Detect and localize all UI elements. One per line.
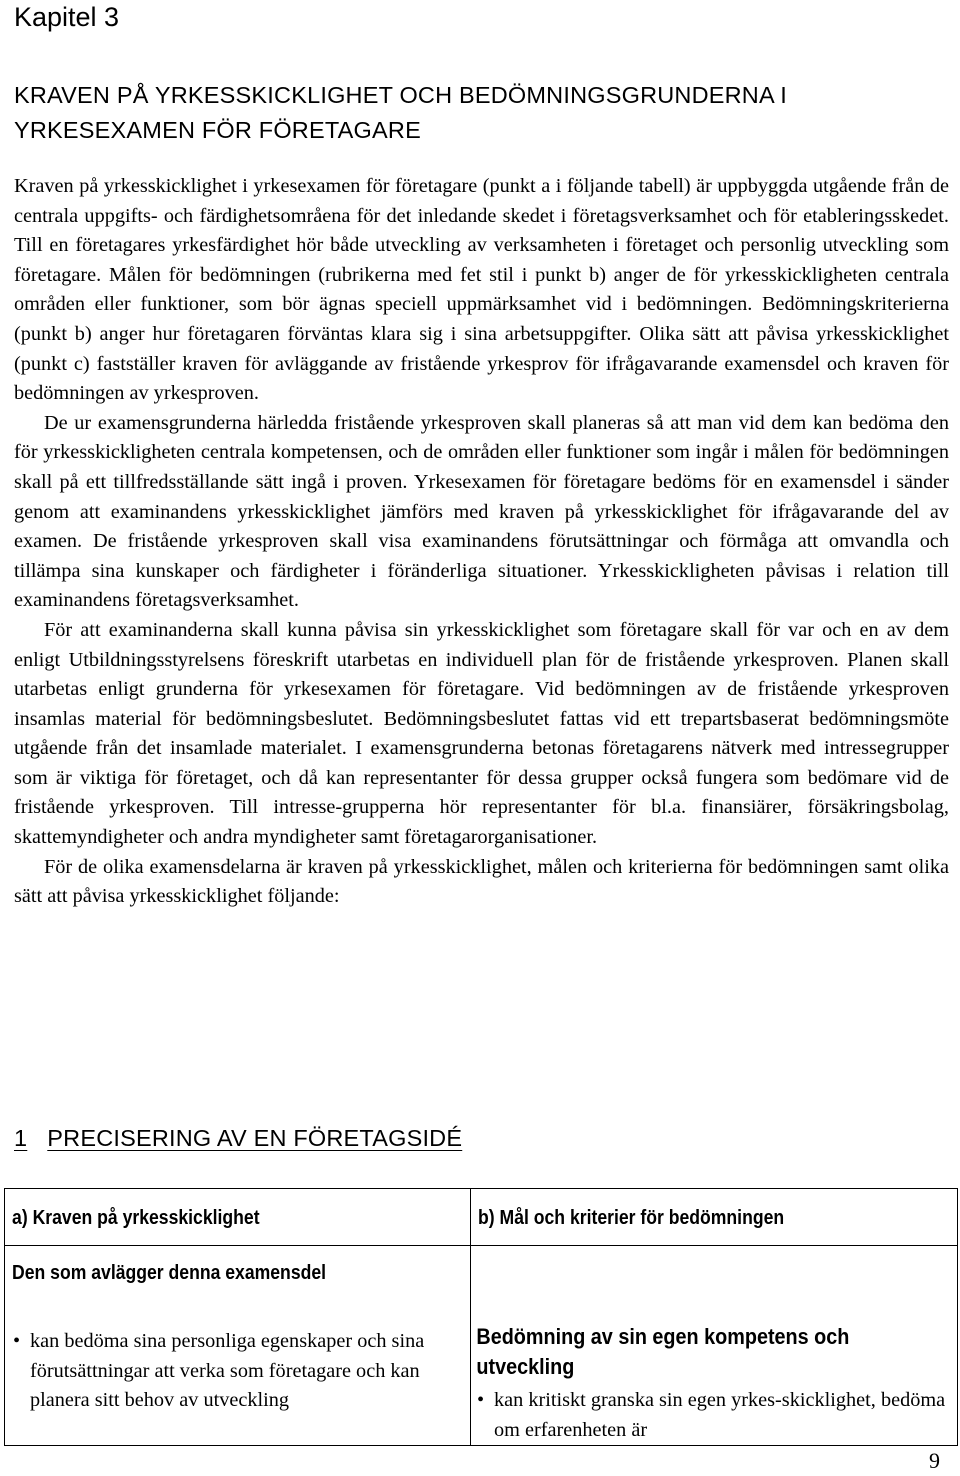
list-item: [13, 1327, 456, 1416]
criteria-table: [4, 1188, 958, 1446]
bullet-icon: •: [477, 1389, 485, 1411]
main-heading: [14, 78, 914, 148]
page-number: 9: [929, 1448, 940, 1473]
table-header-cell-a: [5, 1189, 471, 1246]
table-cell-requirements: [5, 1246, 471, 1446]
section-heading: [14, 1125, 462, 1152]
list-item: [477, 1386, 947, 1445]
body-paragraph-3: För att examinanderna skall kunna påvisa sin yrkesskicklighet som företagare skall för var och en av dem enligt Utbildningsstyrelsens föreskrift utarbetas en individuell plan för de fristående yrkesproven. Planen skall utarbetas enligt grunderna för yrkesexamen för företagare. Vid bedömningen av de fristående yrkesproven insamlas material för bedömningsbeslutet. Bedömningsbeslutet fattas vid ett trepartsbaserat bedömningsmöte utgående från det insamlade materialet. I examensgrunderna betonas företagarens nätverk med intressegrupper som är viktiga för företaget, och då kan representanter för dessa grupper också fungera som bedömare vid de fristående yrkesproven. Till intresse-grupperna hör representanter för bl.a. finansiärer, försäkringsbolag, skattemyndigheter och andra myndigheter samt företagarorganisationer.: [14, 618, 949, 849]
body-paragraph-2: De ur examensgrunderna härledda fristående yrkesproven skall planeras så att man vid dem kan bedöma den för yrkesskickligheten centrala kompetensen, och de områden eller funktioner som ingår i målen för bedömningen skall på ett tillfredsställande sätt ingå i proven. Yrkesexamen för företagare bedöms för en examensdel i sänder genom att examinandens yrkesskicklighet jämförs med kraven på yrkesskicklighet för ifrågavarande del av examen. De fristående yrkesproven skall visa examinandens förutsättningar och förmåga att omvandla och tillämpa sina kunskaper och färdigheter i föränderliga situationer. Yrkesskickligheten påvisas i relation till examinandens företagsverksamhet.: [14, 411, 949, 612]
section-title: PRECISERING AV EN FÖRETAGSIDÉ: [47, 1125, 463, 1151]
criteria-list: [471, 1382, 957, 1445]
main-heading-line-2: YRKESEXAMEN FÖR FÖRETAGARE: [14, 117, 421, 143]
main-heading-line-1: KRAVEN PÅ YRKESSKICKLIGHET OCH BEDÖMNINGSGRUNDERNA I: [14, 82, 788, 108]
table-header-cell-b: [471, 1189, 958, 1246]
col-a-header: a) Kraven på yrkesskicklighet: [12, 1207, 260, 1229]
left-subheading: Den som avlägger denna examensdel: [12, 1262, 327, 1284]
list-item-text: kan bedöma sina personliga egenskaper och sina förutsättningar att verka som företagare och kan planera sitt behov av utveckling: [30, 1330, 425, 1412]
table-cell-criteria: [471, 1246, 958, 1446]
body-text: [14, 172, 949, 912]
body-paragraph-1: Kraven på yrkesskicklighet i yrkesexamen för företagare (punkt a i följande tabell) är uppbyggda utgående från de centrala uppgifts- och färdighetsområena för det inledande skedet i företagsverksamhet och för etableringsskedet. Till en företagares yrkesfärdighet hör både utveckling av verksamheten i företaget och personlig utveckling som företagare. Målen för bedömningen (rubrikerna med fet stil i punkt b) anger de för yrkesskickligheten centrala områden eller funktioner, som bör ägnas speciell uppmärksamhet vid i bedömningen. Bedömningskriterierna (punkt b) anger hur företagaren förväntas klara sig i sina arbetsuppgifter. Olika sätt att påvisa yrkesskicklighet (punkt c) fastställer kraven för avläggande av fristående yrkesprov för ifrågavarande examensdel och kraven för bedömningen av yrkesproven.: [14, 175, 949, 405]
right-subheading: Bedömning av sin egen kompetens och utveckling: [476, 1324, 850, 1379]
table-header-row: [5, 1189, 958, 1246]
list-item-text: kan kritiskt granska sin egen yrkes-skicklighet, bedöma om erfarenheten är: [494, 1389, 946, 1441]
requirements-list: [5, 1285, 470, 1422]
table-row: [5, 1246, 958, 1446]
section-number: 1: [14, 1125, 28, 1151]
bullet-icon: •: [13, 1330, 21, 1352]
col-b-header: b) Mål och kriterier för bedömningen: [478, 1207, 785, 1229]
chapter-label: Kapitel 3: [14, 2, 120, 32]
body-paragraph-4: För de olika examensdelarna är kraven på yrkesskicklighet, målen och kriterierna för bedömningen samt olika sätt att påvisa yrkesskicklighet följande:: [14, 855, 949, 908]
